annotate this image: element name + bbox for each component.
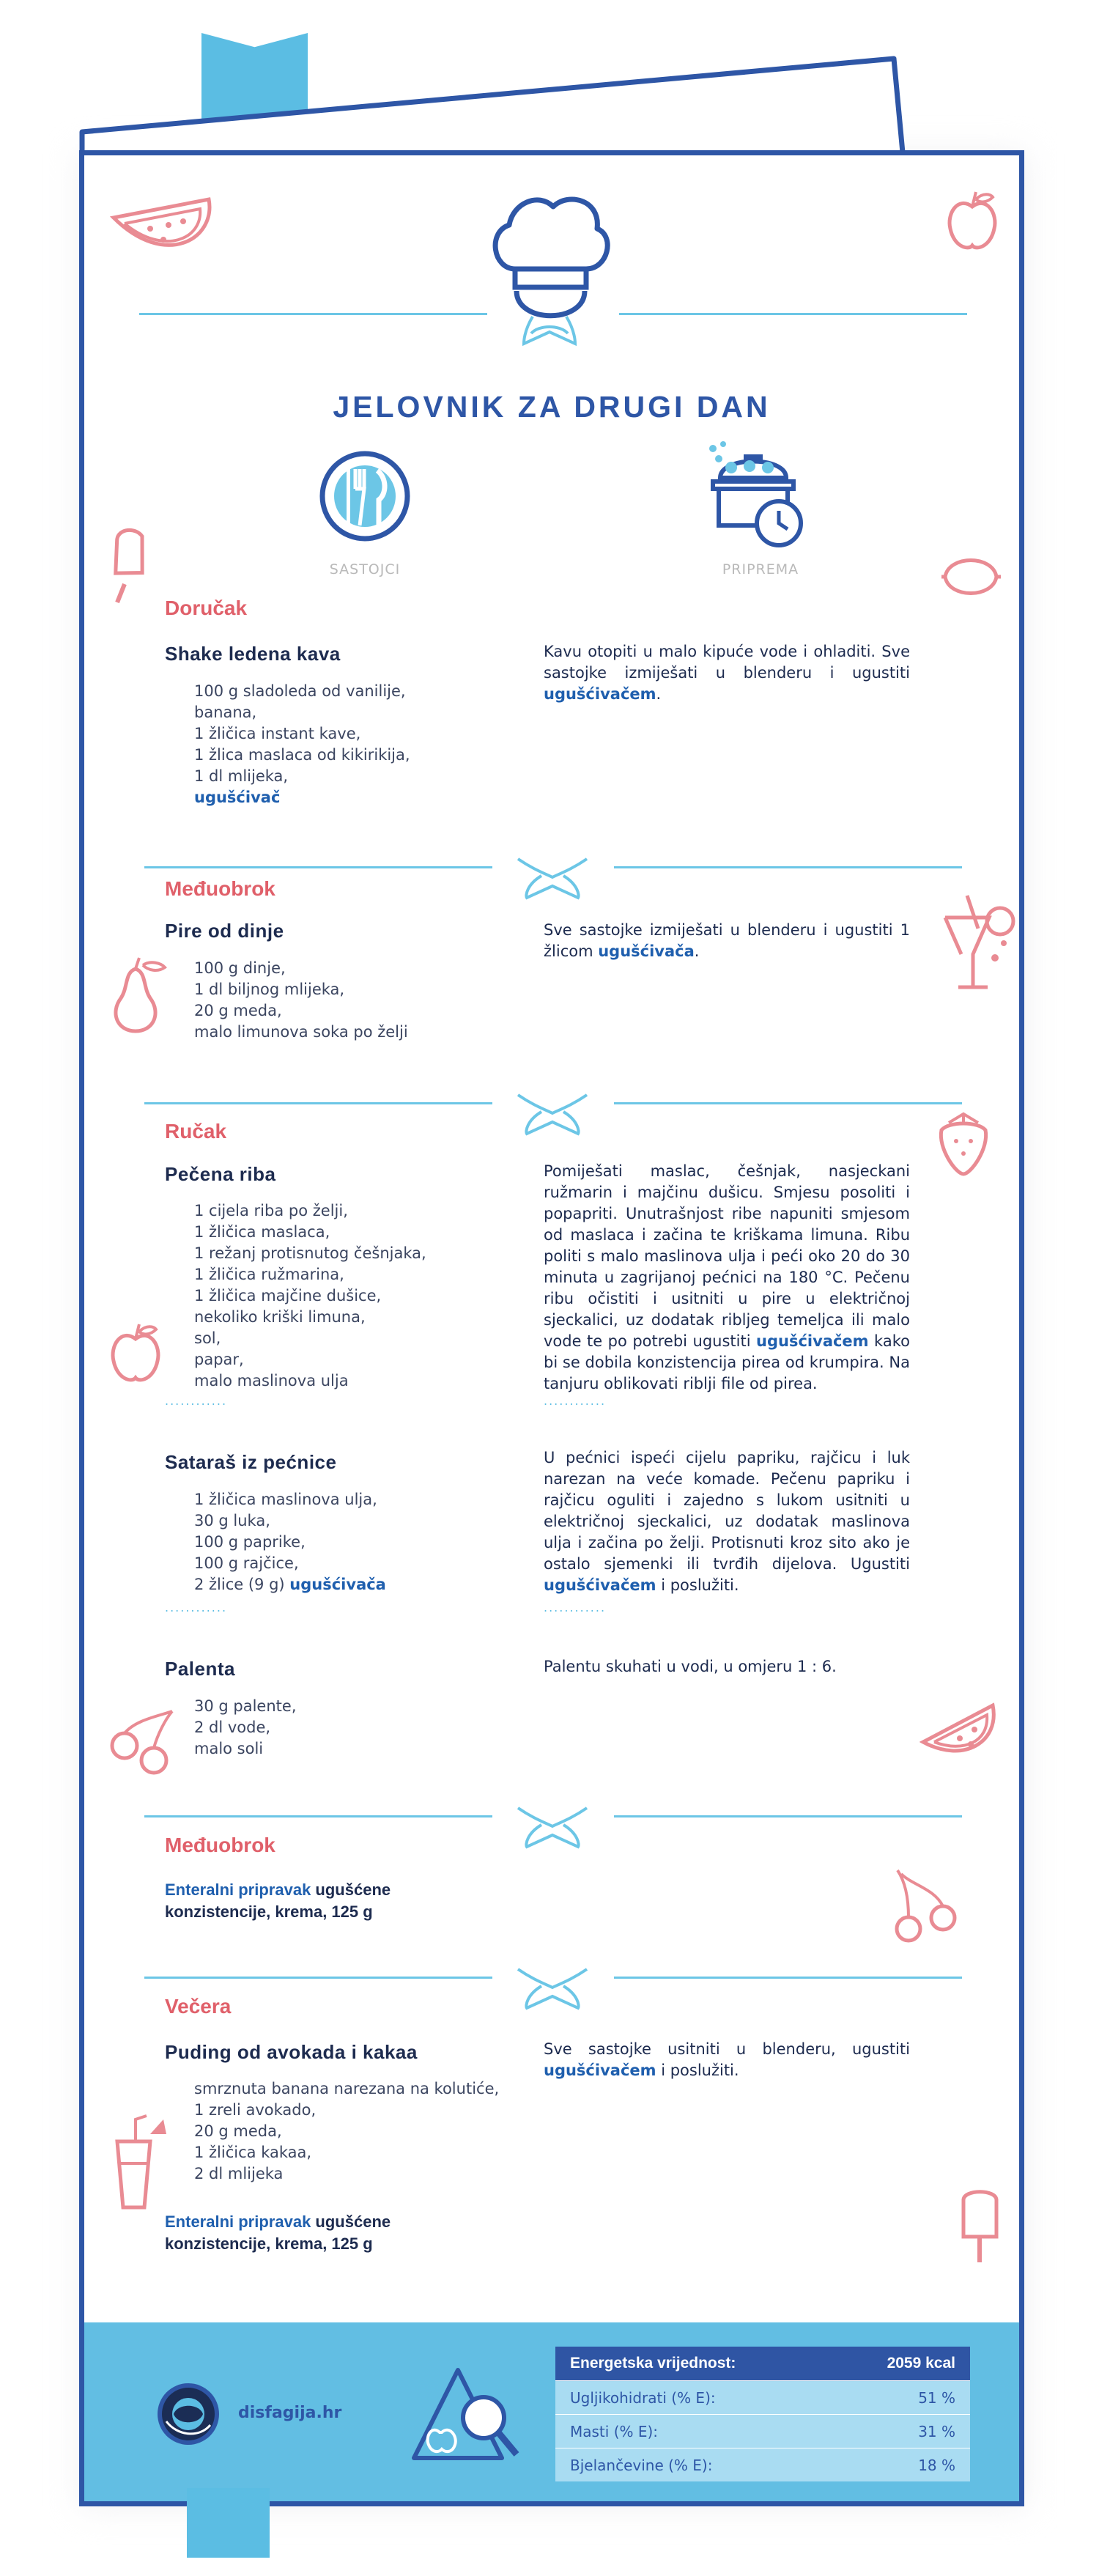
ingredient-thickener: ugušćivač xyxy=(194,789,281,806)
prep-text: Sve sastojke izmiješati u blenderu i ugustiti 1 žlicom xyxy=(544,921,910,960)
watermelon-icon xyxy=(106,188,216,269)
ingredient-item: malo soli xyxy=(194,1740,264,1757)
nutrient-value: 18 % xyxy=(918,2456,955,2474)
section-divider-left xyxy=(144,1977,492,1979)
nutrient-label: Bjelančevine (% E): xyxy=(570,2456,713,2474)
enteral-text: ugušćene xyxy=(311,2213,391,2231)
ingredient-item: 1 zreli avokado, xyxy=(194,2101,317,2119)
nutrient-row xyxy=(555,2448,970,2481)
satarash-preparation xyxy=(544,1447,910,1596)
dinner-ingredients xyxy=(194,2078,499,2185)
satarash-ingredients xyxy=(194,1489,386,1595)
ingredient-item: malo limunova soka po želji xyxy=(194,1023,408,1041)
footer-panel xyxy=(84,2322,1019,2501)
pear-icon xyxy=(103,954,176,1035)
prep-text: Sve sastojke usitniti u blenderu, ugustiti xyxy=(544,2040,910,2058)
ingredient-item: 1 žličica instant kave, xyxy=(194,725,361,742)
prep-text-end: i poslužiti. xyxy=(656,2062,739,2079)
nutrient-value: 31 % xyxy=(918,2422,955,2440)
ingredient-thickener: ugušćivača xyxy=(289,1576,386,1593)
ingredient-text: 2 žlice (9 g) xyxy=(194,1576,290,1593)
ingredient-item: 1 žličica maslaca, xyxy=(194,1223,330,1241)
dotted-separator: ............ xyxy=(544,1601,607,1614)
polenta-ingredients xyxy=(194,1696,297,1760)
prep-text: Pomiješati maslac, češnjak, nasjeckani ružmarin i majčinu dušicu. Smjesu posoliti i popapriti. Unutrašnjost ribe napuniti smjesom od maslaca i začina te kriškama limuna. Ribu politi s malo maslinova ulja i peći oko 20 do 30 minuta u zagrijanoj pećnici na 180 °C. Pečenu ribu očistiti i usitniti u pire u električnoj sjeckalici, uz dodatak ribljeg temeljca ili malo vode te po potrebi ugustiti xyxy=(544,1162,910,1350)
section-divider-right xyxy=(614,1977,962,1979)
ingredient-item: 100 g paprike, xyxy=(194,1533,306,1551)
section-divider-left xyxy=(144,1102,492,1104)
header-divider-left xyxy=(139,313,487,315)
nutrition-table xyxy=(555,2347,970,2481)
dish-avocado-cocoa-pudding: Puding od avokada i kakaa xyxy=(165,2041,418,2063)
ingredient-item: 1 žličica kakaa, xyxy=(194,2144,312,2161)
ingredient-item xyxy=(194,1574,386,1595)
site-name[interactable]: disfagija.hr xyxy=(238,2404,342,2422)
prep-thickener: ugušćivačem xyxy=(544,2062,656,2079)
popsicle-icon xyxy=(956,2189,1007,2270)
ingredient-item: 30 g palente, xyxy=(194,1697,297,1715)
dinner-preparation xyxy=(544,2039,910,2081)
energy-row xyxy=(555,2347,970,2380)
meal-breakfast-heading: Doručak xyxy=(165,597,248,619)
energy-label: Energetska vrijednost: xyxy=(570,2355,736,2372)
enteral-line: konzistencije, krema, 125 g xyxy=(165,2234,373,2253)
cherries-icon xyxy=(890,1867,963,1947)
prep-text-end: . xyxy=(694,942,700,960)
juice-cup-icon xyxy=(106,2112,172,2215)
snack1-ingredients xyxy=(194,958,408,1043)
ingredient-item: 100 g rajčice, xyxy=(194,1554,299,1572)
header-divider-right xyxy=(619,313,967,315)
apple-icon xyxy=(106,1321,165,1387)
ingredient-item: papar, xyxy=(194,1351,244,1368)
strawberry-icon xyxy=(934,1108,993,1178)
polenta-preparation: Palentu skuhati u vodi, u omjeru 1 : 6. xyxy=(544,1658,837,1675)
dotted-separator: ............ xyxy=(544,1394,607,1408)
page-title: JELOVNIK ZA DRUGI DAN xyxy=(333,390,771,424)
enteral-line: konzistencije, krema, 125 g xyxy=(165,1903,373,1921)
popsicle-icon xyxy=(106,525,158,606)
ingredient-item: 1 dl mlijeka, xyxy=(194,767,289,785)
nutrient-row xyxy=(555,2380,970,2414)
ingredient-item: 1 režanj protisnutog češnjaka, xyxy=(194,1244,426,1262)
ingredient-item: banana, xyxy=(194,704,257,721)
apple-icon xyxy=(943,188,1002,254)
ingredient-item: 30 g luka, xyxy=(194,1512,270,1529)
fish-ingredients xyxy=(194,1200,426,1392)
ingredient-item: 20 g meda, xyxy=(194,2122,282,2140)
nutrient-value: 51 % xyxy=(918,2388,955,2407)
prep-thickener: ugušćivačem xyxy=(756,1332,869,1350)
prep-text-end: . xyxy=(656,685,662,703)
ingredient-item: malo maslinova ulja xyxy=(194,1372,349,1390)
ingredient-item: 1 žličica ružmarina, xyxy=(194,1266,344,1283)
nutrient-row xyxy=(555,2414,970,2448)
ingredient-item: 2 dl vode, xyxy=(194,1719,271,1736)
energy-value: 2059 kcal xyxy=(887,2355,955,2372)
dish-melon-puree: Pire od dinje xyxy=(165,920,284,942)
bow-tie-icon xyxy=(512,855,593,903)
dish-satarash: Sataraš iz pećnice xyxy=(165,1451,337,1473)
ingredient-item: smrznuta banana narezana na kolutiće, xyxy=(194,2080,500,2097)
ingredient-item: 1 žlica maslaca od kikirikija, xyxy=(194,746,410,764)
breakfast-ingredients xyxy=(194,681,410,808)
dish-baked-fish: Pečena riba xyxy=(165,1163,276,1185)
prep-thickener: ugušćivačem xyxy=(544,685,656,703)
preparation-column-label: PRIPREMA xyxy=(722,561,799,577)
enteral-formula-note xyxy=(165,1879,391,1923)
ingredient-item: 100 g dinje, xyxy=(194,959,286,977)
ingredient-item: 2 dl mlijeka xyxy=(194,2165,284,2182)
section-divider-right xyxy=(614,1815,962,1817)
cooking-pot-timer-icon xyxy=(706,441,815,551)
enteral-line xyxy=(165,2211,391,2233)
bow-tie-icon xyxy=(512,1091,593,1139)
dotted-separator: ............ xyxy=(165,1394,228,1408)
bow-tie-icon xyxy=(512,1804,593,1852)
enteral-formula-note xyxy=(165,2211,391,2255)
breakfast-preparation xyxy=(544,641,910,705)
ingredient-item: 100 g sladoleda od vanilije, xyxy=(194,682,406,700)
bow-tie-icon xyxy=(512,1966,593,2013)
enteral-highlight: Enteralni pripravak xyxy=(165,2213,311,2231)
menu-card xyxy=(79,150,1024,2506)
snack1-preparation xyxy=(544,920,910,962)
prep-thickener: ugušćivača xyxy=(598,942,695,960)
dish-iced-coffee-shake: Shake ledena kava xyxy=(165,643,341,665)
logo-icon xyxy=(155,2381,221,2447)
dotted-separator: ............ xyxy=(165,1601,228,1614)
ingredient-item: 1 žličica maslinova ulja, xyxy=(194,1491,377,1508)
plate-cutlery-icon xyxy=(317,449,412,544)
ingredient-item: 1 žličica majčine dušice, xyxy=(194,1287,382,1304)
nutrient-label: Masti (% E): xyxy=(570,2422,659,2440)
enteral-highlight: Enteralni pripravak xyxy=(165,1881,311,1899)
ingredients-column-label: SASTOJCI xyxy=(329,561,401,577)
prep-text: Kavu otopiti u malo kipuće vode i ohladiti. Sve sastojke izmiješati u blenderu i ugustiti xyxy=(544,643,910,682)
bottom-bookmark-ribbon xyxy=(187,2488,270,2558)
ingredient-item: nekoliko kriški limuna, xyxy=(194,1308,366,1326)
section-divider-left xyxy=(144,866,492,868)
lemon-icon xyxy=(938,551,1004,602)
ingredient-item: 1 cijela riba po želji, xyxy=(194,1202,348,1219)
cherries-icon xyxy=(106,1705,187,1779)
watermelon-icon xyxy=(919,1702,1000,1764)
prep-text: U pećnici ispeći cijelu papriku, rajčicu i luk narezan na veće komade. Pečenu papriku i rajčicu oguliti i zajedno s lukom usitniti u električnoj sjeckalici, uz dodatak maslinova ulja i začina po želji. Protisnuti kroz sito ako je ostalo sjemenki ili tvrđih dijelova. Ugustiti xyxy=(544,1449,910,1573)
drink-glass-icon xyxy=(938,888,1018,998)
meal-snack-heading: Međuobrok xyxy=(165,877,275,900)
meal-snack-heading: Međuobrok xyxy=(165,1834,275,1856)
search-food-icon xyxy=(407,2363,524,2465)
nutrient-label: Ugljikohidrati (% E): xyxy=(570,2388,716,2407)
section-divider-right xyxy=(614,1102,962,1104)
prep-thickener: ugušćivačem xyxy=(544,1576,656,1594)
section-divider-right xyxy=(614,866,962,868)
meal-dinner-heading: Večera xyxy=(165,1995,232,2018)
meal-lunch-heading: Ručak xyxy=(165,1120,227,1143)
ingredient-item: 20 g meda, xyxy=(194,1002,282,1019)
enteral-line xyxy=(165,1879,391,1901)
ingredient-item: 1 dl biljnog mlijeka, xyxy=(194,981,345,998)
enteral-text: ugušćene xyxy=(311,1881,391,1899)
prep-text-end: kako bi se dobila konzistencija pirea od krumpira. Na tanjuru oblikovati riblji file od pirea. xyxy=(544,1332,910,1392)
prep-text-end: i poslužiti. xyxy=(656,1576,739,1594)
dish-polenta: Palenta xyxy=(165,1658,235,1680)
fish-preparation xyxy=(544,1161,910,1395)
ingredient-item: sol, xyxy=(194,1329,221,1347)
section-divider-left xyxy=(144,1815,492,1817)
chef-hat-icon xyxy=(480,188,619,357)
